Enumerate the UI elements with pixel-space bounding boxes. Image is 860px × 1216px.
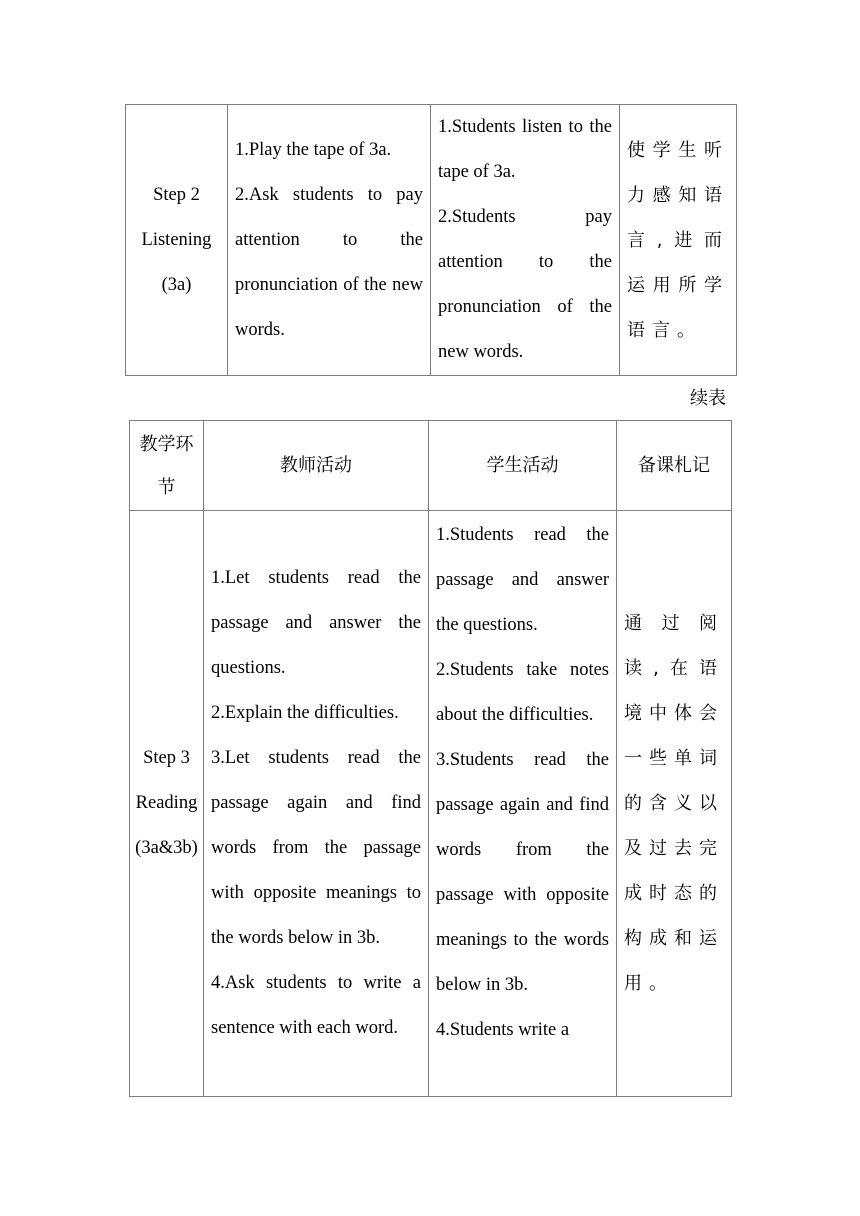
notes-cell: 通过阅读,在语境中体会一些单词的含义以及过去完成时态的构成和运用。 xyxy=(617,511,732,1097)
header-notes: 备课札记 xyxy=(617,421,732,511)
table-header-row xyxy=(130,421,732,511)
lesson-table-step2 xyxy=(125,104,737,376)
student-activity-cell: 1.Students read the passage and answer the questions. 2.Students take notes about the difficulties. 3.Students read the passage again and find words from the passage with opposite meanings to the words below in 3b. 4.Students write a xyxy=(429,511,617,1097)
step-cell: Step 2 Listening (3a) xyxy=(126,105,228,376)
lesson-table-header xyxy=(129,420,732,511)
table-row xyxy=(126,105,737,376)
student-activity-cell: 1.Students listen to the tape of 3a. 2.Students pay attention to the pronunciation of the new words. xyxy=(431,105,620,376)
table-row xyxy=(130,511,732,1097)
continued-label: 续表 xyxy=(690,388,726,409)
lesson-table-step3 xyxy=(129,510,732,1097)
teacher-activity-cell: 1.Play the tape of 3a. 2.Ask students to pay attention to the pronunciation of the new words. xyxy=(228,105,431,376)
step-cell: Step 3 Reading (3a&3b) xyxy=(130,511,204,1097)
teacher-activity-cell: 1.Let students read the passage and answer the questions. 2.Explain the difficulties. 3.Let students read the passage again and find words from the passage with opposite meanings to the words below in 3b. 4.Ask students to write a sentence with each word. xyxy=(204,511,429,1097)
header-teacher: 教师活动 xyxy=(204,421,429,511)
header-step: 教学环节 xyxy=(130,421,204,511)
header-student: 学生活动 xyxy=(429,421,617,511)
notes-cell: 使学生听力感知语言,进而运用所学语言。 xyxy=(620,105,737,376)
